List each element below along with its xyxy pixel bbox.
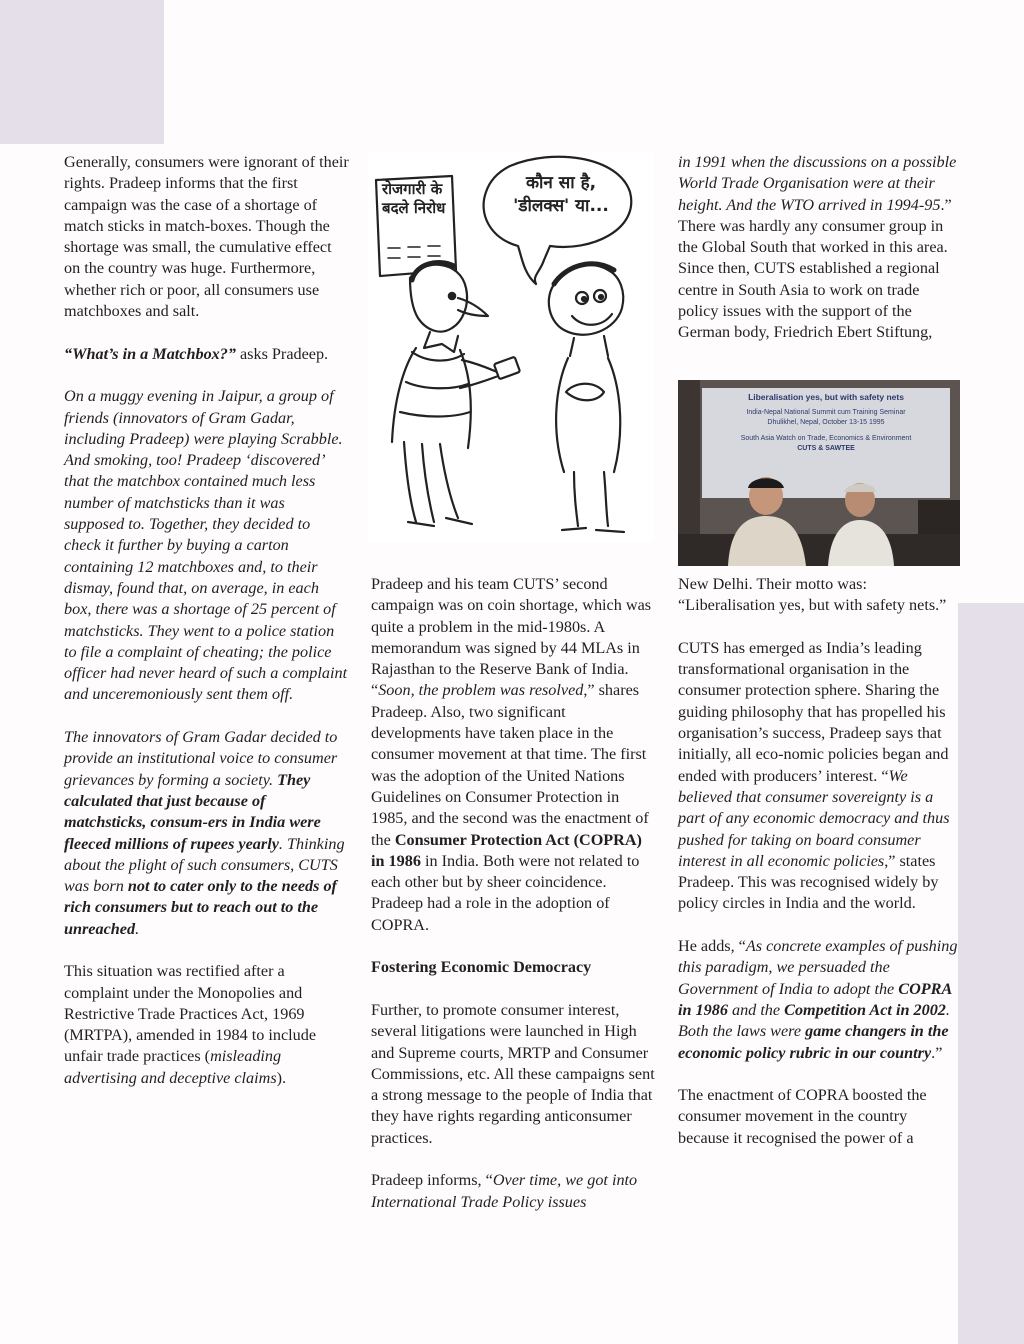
side-tab-right: [958, 603, 1024, 1344]
paragraph: This situation was rectified after a complaint under the Monopolies and Restrictive Trade Practices Act, 1969 (MRTPA), amended in 1984 to include unfair trade practices (misleading advertising and deceptive claims).: [64, 962, 317, 1087]
text-column-3-bottom: [678, 574, 958, 1170]
matchbox-quote: “What’s in a Matchbox?”: [64, 344, 236, 363]
paragraph: New Delhi. Their motto was: “Liberalisation yes, but with safety nets.”: [678, 575, 947, 615]
paragraph: Generally, consumers were ignorant of their rights. Pradeep informs that the first campaign was the case of a shortage of match sticks in match-boxes. Though the shortage was small, the cumulative effect on the country was huge. Furthermore, whether rich or poor, all consumers use matchboxes and salt.: [64, 153, 349, 321]
cartoon-sign: रोजगारी के बदले निरोध: [382, 180, 446, 217]
cartoon-speech-bubble: कौन सा है, 'डीलक्स' या...: [513, 173, 609, 216]
paragraph: Further, to promote consumer interest, several litigations were launched in High and Supreme courts, MRTP and Consumer Commissions, etc. All these campaigns sent a strong message to the people of India that they have rights regarding anticonsumer practices.: [371, 1000, 655, 1147]
corner-tab-top: [0, 0, 164, 144]
paragraph: The enactment of COPRA boosted the consumer movement in the country because it recognised the power of a: [678, 1086, 927, 1147]
paragraph: CUTS has emerged as India’s leading transformational organisation in the consumer protection sphere. Sharing the guiding philosophy that has propelled his organisation’s success, Pradeep says that initially, all eco-nomic policies began and ended with producers’ interest. “We believed that consumer sovereignty is a part of any economic democracy and thus pushed for taking on board consumer interest in all economic policies,” states Pradeep. This was recognised widely by policy circles in India and the world.: [678, 638, 950, 913]
section-heading: Fostering Economic Democracy: [371, 958, 592, 977]
paragraph: On a muggy evening in Jaipur, a group of friends (innovators of Gram Gadar, including Pradeep) were playing Scrabble. And smoking, too! Pradeep ‘discovered’ that the matchbox contained much less number of matchsticks than it was supposed to. Together, they decided to check it further by buying a carton containing 12 matchboxes and, to their dismay, found that, on average, in each box, there was a shortage of 25 percent of matchsticks. They went to a police station to file a complaint of cheating; the police officer had never heard of such a complaint and unceremoniously sent them off.: [64, 387, 348, 704]
cartoon-illustration: [368, 152, 653, 542]
paragraph: He adds, “As concrete examples of pushing this paradigm, we persuaded the Government of India to adopt the COPRA in 1986 and the Competition Act in 2002. Both the laws were game changers in the economic policy rubric in our country.”: [678, 937, 958, 1062]
text-column-3-top: [678, 152, 960, 365]
banner-text: Liberalisation yes, but with safety nets India-Nepal National Summit cum Training Seminar Dhulikhel, Nepal, October 13-15 1995 South Asia Watch on Trade, Economics & Environment CUTS & SAWTEE: [740, 392, 912, 452]
paragraph: Pradeep and his team CUTS’ second campaign was on coin shortage, which was quite a problem in the mid-1980s. A memorandum was signed by 44 MLAs in Rajasthan to the Reserve Bank of India. “Soon, the problem was resolved,” shares Pradeep. Also, two significant developments have taken place in the consumer movement at that time. The first was the adoption of the United Nations Guidelines on Consumer Protection in 1985, and the second was the enactment of the Consumer Protection Act (COPRA) in 1986 in India. Both were not related to each other but by sheer coincidence. Pradeep had a role in the adoption of COPRA.: [371, 575, 652, 934]
text-column-1: [64, 152, 349, 1110]
paragraph: in 1991 when the discussions on a possible World Trade Organisation were at their height. And the WTO arrived in 1994-95.” There was hardly any consumer group in the Global South that worked in this area. Since then, CUTS established a regional centre in South Asia to work on trade policy issues with the support of the German body, Friedrich Ebert Stiftung,: [678, 153, 957, 342]
paragraph: Pradeep informs, “Over time, we got into International Trade Policy issues: [371, 1171, 638, 1211]
paragraph: The innovators of Gram Gadar decided to provide an institutional voice to consumer grievances by forming a society. They calculated that just because of matchsticks, consum-ers in India were fleeced millions of rupees yearly. Thinking about the plight of such consumers, CUTS was born not to cater only to the needs of rich consumers but to reach out to the unreached.: [64, 728, 345, 938]
seminar-scene: [678, 380, 960, 566]
paragraph: “What’s in a Matchbox?” asks Pradeep.: [64, 344, 329, 363]
seminar-photo: [678, 380, 960, 566]
text-column-2: [371, 574, 656, 1234]
